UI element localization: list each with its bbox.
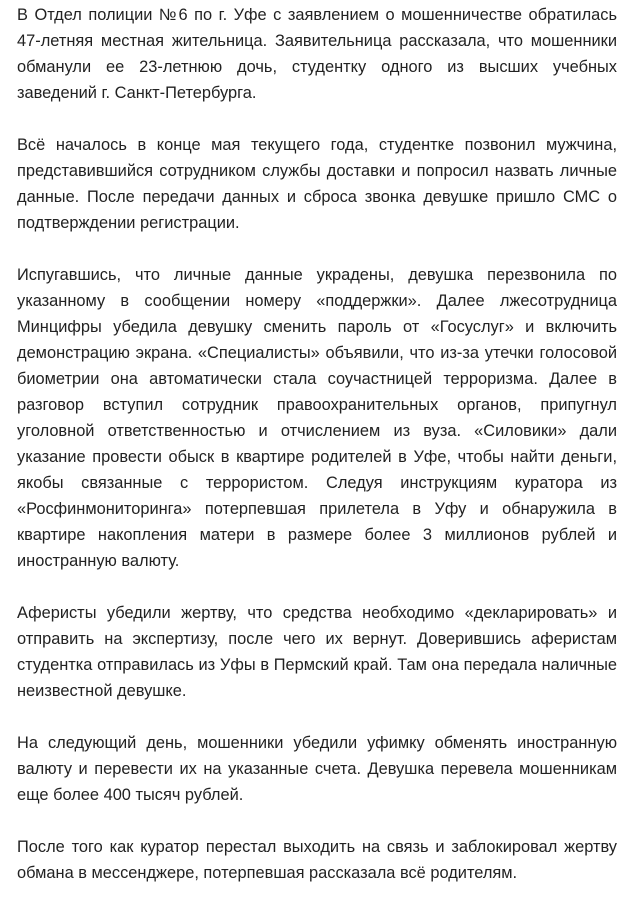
paragraph-5: На следующий день, мошенники убедили уфимку обменять иностранную валюту и перевести их на указанные счета. Девушка перевела мошенникам еще более 400 тысяч рублей.: [17, 734, 617, 804]
paragraph-3: Испугавшись, что личные данные украдены, девушка перезвонила по указанному в сообщении номеру «поддержки». Далее лжесотрудница Минцифры убедила девушку сменить пароль от «Госуслуг» и включить демонстрацию экрана. «Специалисты» объявили, что из-за утечки голосовой биометрии она автоматически стала соучастницей терроризма. Далее в разговор вступил сотрудник правоохранительных органов, припугнул уголовной ответственностью и отчислением из вуза. «Силовики» дали указание провести обыск в квартире родителей в Уфе, чтобы найти деньги, якобы связанные с террористом. Следуя инструкциям куратора из «Росфинмониторинга» потерпевшая прилетела в Уфу и обнаружила в квартире накопления матери в размере более 3 миллионов рублей и иностранную валюту.: [17, 266, 617, 570]
paragraph-4: Аферисты убедили жертву, что средства необходимо «декларировать» и отправить на экспертизу, после чего их вернут. Доверившись аферистам студентка отправилась из Уфы в Пермский край. Там она передала наличные неизвестной девушке.: [17, 604, 617, 700]
paragraph-1: В Отдел полиции №6 по г. Уфе с заявлением о мошенничестве обратилась 47-летняя местная жительница. Заявительница рассказала, что мошенники обманули ее 23-летнюю дочь, студентку одного из высших учебных заведений г. Санкт-Петербурга.: [17, 6, 617, 102]
paragraph-6: После того как куратор перестал выходить на связь и заблокировал жертву обмана в мессенджере, потерпевшая рассказала всё родителям.: [17, 838, 617, 882]
paragraph-2: Всё началось в конце мая текущего года, студентке позвонил мужчина, представившийся сотрудником службы доставки и попросил назвать личные данные. После передачи данных и сброса звонка девушке пришло СМС о подтверждении регистрации.: [17, 136, 617, 232]
